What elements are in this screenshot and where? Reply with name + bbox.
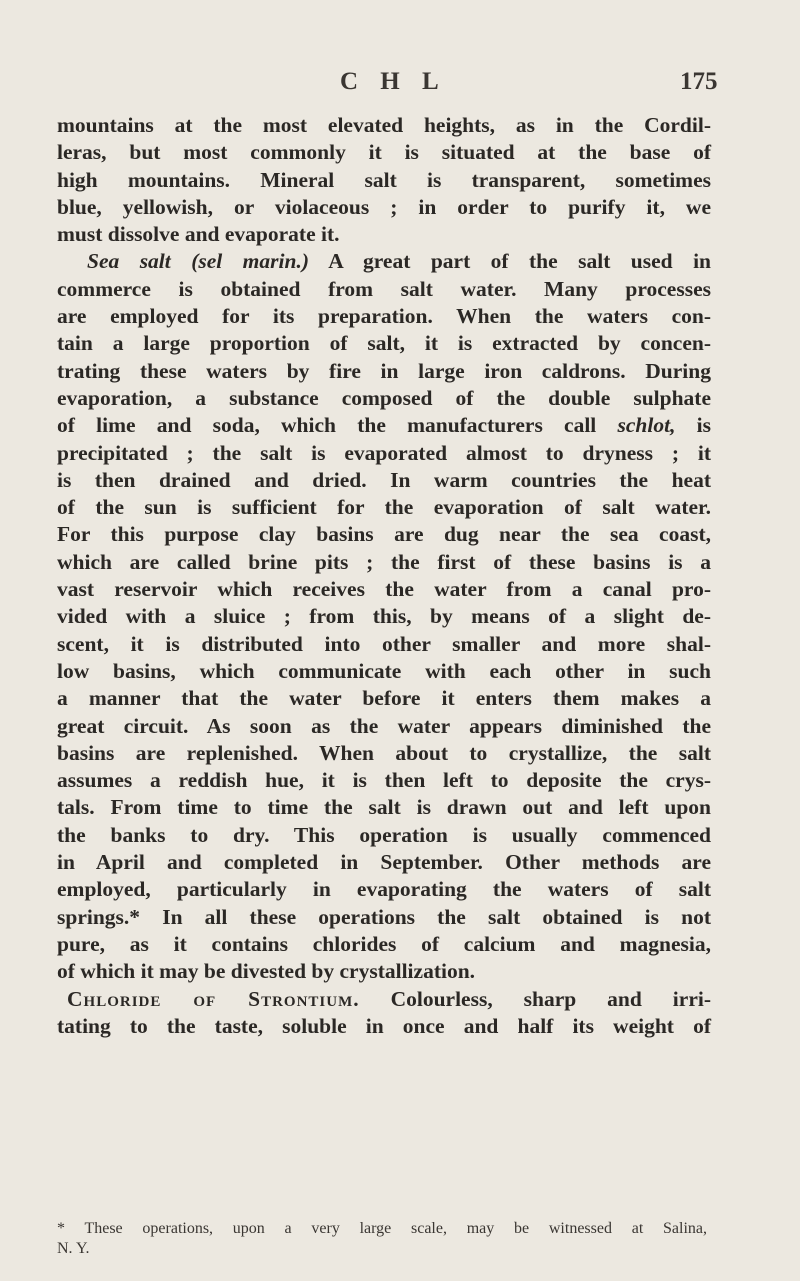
- text-line: evaporation, a substance composed of the double sulphate: [57, 385, 711, 410]
- text-run: is: [675, 413, 712, 438]
- sea-salt-term: Sea salt: [87, 249, 171, 274]
- running-head: C H L: [340, 68, 447, 95]
- text-line: are employed for its preparation. When the waters con-: [57, 304, 711, 329]
- text-line: must dissolve and evaporate it.: [57, 222, 340, 247]
- text-line: tals. From time to time the salt is drawn out and left upon: [57, 795, 711, 820]
- footnote-line: * These operations, upon a very large scale, may be witnessed at Salina,: [57, 1220, 707, 1237]
- text-line: basins are replenished. When about to crystallize, the salt: [57, 740, 711, 765]
- text-line: of the sun is sufficient for the evaporation of salt water.: [57, 495, 711, 520]
- text-line: is then drained and dried. In warm countries the heat: [57, 467, 711, 492]
- schlot-line: [57, 412, 711, 439]
- text-line: in April and completed in September. Other methods are: [57, 850, 711, 875]
- sea-salt-paragraph-start: [57, 248, 711, 275]
- chloride-paragraph-start: [57, 986, 711, 1013]
- chloride-term: Chloride of Strontium.: [67, 986, 360, 1011]
- text-line: blue, yellowish, or violaceous ; in order to purify it, we: [57, 194, 711, 219]
- text-line: trating these waters by fire in large iron caldrons. During: [57, 358, 711, 383]
- footnote-line: N. Y.: [57, 1240, 90, 1257]
- text-line: employed, particularly in evaporating the waters of salt: [57, 877, 711, 902]
- text-line: assumes a reddish hue, it is then left to deposite the crys-: [57, 768, 711, 793]
- text-line: tating to the taste, soluble in once and half its weight of: [57, 1013, 711, 1038]
- text-run: A great part of the salt used in: [309, 249, 711, 274]
- text-line: For this purpose clay basins are dug near the sea coast,: [57, 522, 711, 547]
- text-line: precipitated ; the salt is evaporated almost to dryness ; it: [57, 440, 711, 465]
- page-number: 175: [680, 68, 718, 95]
- text-line: of which it may be divested by crystallization.: [57, 959, 476, 984]
- page-header: [0, 68, 800, 108]
- text-line: vided with a sluice ; from this, by means of a slight de-: [57, 604, 711, 629]
- text-line: scent, it is distributed into other smaller and more shal-: [57, 631, 711, 656]
- text-line: low basins, which communicate with each other in such: [57, 658, 711, 683]
- text-run: of lime and soda, which the manufacturers call: [57, 413, 618, 438]
- text-line: tain a large proportion of salt, it is extracted by concen-: [57, 331, 711, 356]
- text-line: which are called brine pits ; the first of these basins is a: [57, 549, 711, 574]
- text-line: high mountains. Mineral salt is transparent, sometimes: [57, 167, 711, 192]
- text-line: vast reservoir which receives the water from a canal pro-: [57, 577, 711, 602]
- text-line: leras, but most commonly it is situated at the base of: [57, 140, 711, 165]
- text-line: a manner that the water before it enters them makes a: [57, 686, 711, 711]
- text-line: springs.* In all these operations the salt obtained is not: [57, 904, 711, 929]
- text-line: great circuit. As soon as the water appears diminished the: [57, 713, 711, 738]
- text-line: the banks to dry. This operation is usually commenced: [57, 822, 711, 847]
- schlot-term: schlot,: [617, 413, 676, 438]
- footnote: [57, 1219, 707, 1259]
- body-text: [57, 112, 711, 1040]
- text-run: Colourless, sharp and irri-: [359, 986, 711, 1011]
- text-line: commerce is obtained from salt water. Many processes: [57, 276, 711, 301]
- sea-salt-french-term: (sel marin.): [191, 249, 309, 274]
- text-line: pure, as it contains chlorides of calcium and magnesia,: [57, 931, 711, 956]
- text-line: mountains at the most elevated heights, as in the Cordil-: [57, 113, 711, 137]
